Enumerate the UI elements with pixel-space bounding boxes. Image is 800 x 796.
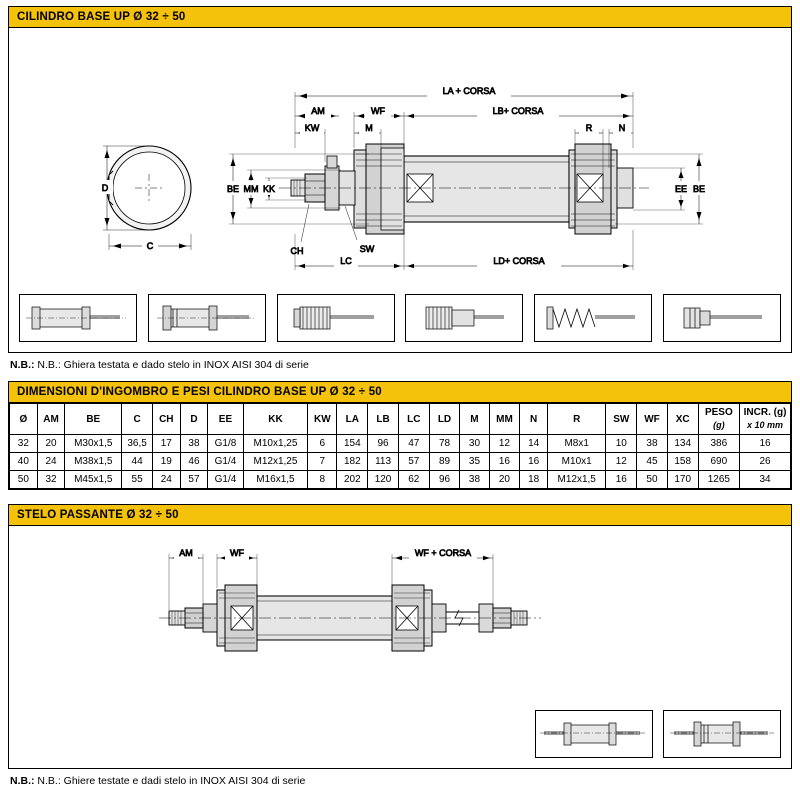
svg-text:N: N (618, 123, 626, 133)
svg-text:KW: KW (304, 123, 320, 133)
svg-text:AM: AM (311, 106, 325, 116)
svg-text:D: D (101, 183, 109, 193)
cell: M10x1,25 (243, 435, 308, 453)
cell: 12 (489, 435, 520, 453)
cell: 20 (37, 435, 65, 453)
th-6: EE (208, 404, 243, 435)
svg-text:SW: SW (359, 244, 375, 254)
cell: 50 (637, 471, 668, 489)
cell: 20 (489, 471, 520, 489)
th-incr-main: INCR. (g) (743, 407, 787, 418)
cell: 40 (10, 453, 38, 471)
cell: 12 (606, 453, 637, 471)
stelo-variant-thumbnails (9, 704, 791, 768)
cell: 7 (308, 453, 337, 471)
cell: 36,5 (122, 435, 153, 453)
cylinder-note-text: N.B.: Ghiera testata e dado stelo in INOX AISI 304 di serie (37, 359, 309, 371)
th-7: KK (243, 404, 308, 435)
cell: 202 (337, 471, 368, 489)
cell: 154 (337, 435, 368, 453)
cell: 14 (520, 435, 548, 453)
stelo-note-text: N.B.: Ghiere testate e dadi stelo in INOX AISI 304 di serie (37, 775, 306, 787)
svg-text:LD+ CORSA: LD+ CORSA (493, 256, 545, 266)
stelo-drawing (9, 526, 791, 704)
cell: 17 (152, 435, 180, 453)
cell: 47 (398, 435, 429, 453)
cell: 16 (520, 453, 548, 471)
stelo-variant-thumb-1[interactable] (535, 710, 653, 758)
svg-text:KK: KK (262, 184, 276, 194)
stelo-drawing-svg (9, 526, 791, 704)
th-incr (740, 404, 791, 435)
table-row (10, 435, 791, 453)
cylinder-variant-thumbnails (9, 286, 791, 352)
th-8: KW (308, 404, 337, 435)
cell: M45x1,5 (65, 471, 122, 489)
variant-thumb-3[interactable] (277, 294, 395, 342)
cell: G1/4 (208, 471, 243, 489)
th-3: C (122, 404, 153, 435)
th-18: WF (637, 404, 668, 435)
cell: 38 (180, 435, 208, 453)
th-15: N (520, 404, 548, 435)
cell: 96 (368, 435, 399, 453)
th-0: Ø (10, 404, 38, 435)
cell: 6 (308, 435, 337, 453)
svg-text:EE: EE (674, 184, 688, 194)
th-1: AM (37, 404, 65, 435)
dimensions-table (9, 403, 791, 489)
cell: M12x1,25 (243, 453, 308, 471)
svg-text:LC: LC (340, 256, 352, 266)
cell: 30 (460, 435, 489, 453)
svg-text:AM: AM (179, 548, 193, 558)
cell: 32 (37, 471, 65, 489)
cell: 89 (429, 453, 460, 471)
svg-text:BE: BE (226, 184, 240, 194)
dimensions-table-body (10, 435, 791, 489)
svg-text:WF: WF (371, 106, 385, 116)
th-peso (698, 404, 740, 435)
cell: 38 (637, 435, 668, 453)
cell: 57 (398, 453, 429, 471)
cell: 16 (606, 471, 637, 489)
cell: M30x1,5 (65, 435, 122, 453)
cell: 10 (606, 435, 637, 453)
cell: 34 (740, 471, 791, 489)
cell: 26 (740, 453, 791, 471)
cell: 44 (122, 453, 153, 471)
cell: 16 (489, 453, 520, 471)
th-13: M (460, 404, 489, 435)
th-peso-sub: (g) (713, 420, 725, 430)
cell: M8x1 (547, 435, 605, 453)
svg-text:WF + CORSA: WF + CORSA (414, 548, 472, 558)
cell: 24 (152, 471, 180, 489)
cell: 96 (429, 471, 460, 489)
th-10: LB (368, 404, 399, 435)
cell: 38 (460, 471, 489, 489)
th-14: MM (489, 404, 520, 435)
th-17: SW (606, 404, 637, 435)
th-12: LD (429, 404, 460, 435)
cell: 45 (637, 453, 668, 471)
cell: M38x1,5 (65, 453, 122, 471)
cell: 690 (698, 453, 740, 471)
cell: 46 (180, 453, 208, 471)
cylinder-note: N.B.: N.B.: Ghiera testata e dado stelo in INOX AISI 304 di serie (10, 359, 309, 371)
svg-text:WF: WF (230, 548, 244, 558)
th-4: CH (152, 404, 180, 435)
variant-thumb-5[interactable] (534, 294, 652, 342)
cell: 158 (667, 453, 698, 471)
cell: 78 (429, 435, 460, 453)
cell: 134 (667, 435, 698, 453)
cell: 32 (10, 435, 38, 453)
section-header-dimensioni (8, 381, 792, 403)
th-incr-sub: x 10 mm (747, 420, 784, 430)
cell: G1/4 (208, 453, 243, 471)
cell: M16x1,5 (243, 471, 308, 489)
svg-text:LB+ CORSA: LB+ CORSA (492, 106, 544, 116)
cell: 55 (122, 471, 153, 489)
cell: G1/8 (208, 435, 243, 453)
section-header-stelo (8, 504, 792, 526)
cell: 50 (10, 471, 38, 489)
dimensions-table-wrapper (8, 403, 792, 490)
th-16: R (547, 404, 605, 435)
th-9: LA (337, 404, 368, 435)
cell: 386 (698, 435, 740, 453)
cilindro-panel (8, 28, 792, 353)
cell: 18 (520, 471, 548, 489)
cell: 19 (152, 453, 180, 471)
svg-text:LA + CORSA: LA + CORSA (442, 86, 496, 96)
cell: 120 (368, 471, 399, 489)
cell: M10x1 (547, 453, 605, 471)
th-11: LC (398, 404, 429, 435)
section-title-stelo: STELO PASSANTE Ø 32 ÷ 50 (17, 509, 179, 521)
variant-thumb-6[interactable] (663, 294, 781, 342)
cell: 113 (368, 453, 399, 471)
svg-text:BE: BE (692, 184, 706, 194)
cell: 170 (667, 471, 698, 489)
stelo-note: N.B.: N.B.: Ghiere testate e dadi stelo in INOX AISI 304 di serie (10, 775, 306, 787)
cell: 16 (740, 435, 791, 453)
variant-thumb-1[interactable] (19, 294, 137, 342)
table-row (10, 471, 791, 489)
stelo-panel (8, 526, 792, 769)
cell: 182 (337, 453, 368, 471)
variant-thumb-2[interactable] (148, 294, 266, 342)
cell: 35 (460, 453, 489, 471)
section-title-dimensioni: DIMENSIONI D'INGOMBRO E PESI CILINDRO BASE UP Ø 32 ÷ 50 (17, 386, 382, 398)
cell: M12x1,5 (547, 471, 605, 489)
th-peso-main: PESO (704, 407, 733, 418)
svg-text:M: M (365, 123, 373, 133)
cilindro-drawing (9, 28, 791, 286)
cell: 62 (398, 471, 429, 489)
svg-text:MM: MM (243, 184, 259, 194)
cilindro-drawing-svg (9, 28, 791, 286)
cell: 8 (308, 471, 337, 489)
table-header-row (10, 404, 791, 435)
section-header-cilindro (8, 6, 792, 28)
th-19: XC (667, 404, 698, 435)
cell: 1265 (698, 471, 740, 489)
cell: 24 (37, 453, 65, 471)
th-2: BE (65, 404, 122, 435)
th-5: D (180, 404, 208, 435)
svg-text:CH: CH (290, 246, 304, 256)
table-row (10, 453, 791, 471)
svg-text:C: C (146, 241, 154, 251)
variant-thumb-4[interactable] (405, 294, 523, 342)
svg-text:R: R (585, 123, 593, 133)
section-title-cilindro: CILINDRO BASE UP Ø 32 ÷ 50 (17, 11, 186, 23)
stelo-variant-thumb-2[interactable] (663, 710, 781, 758)
cell: 57 (180, 471, 208, 489)
